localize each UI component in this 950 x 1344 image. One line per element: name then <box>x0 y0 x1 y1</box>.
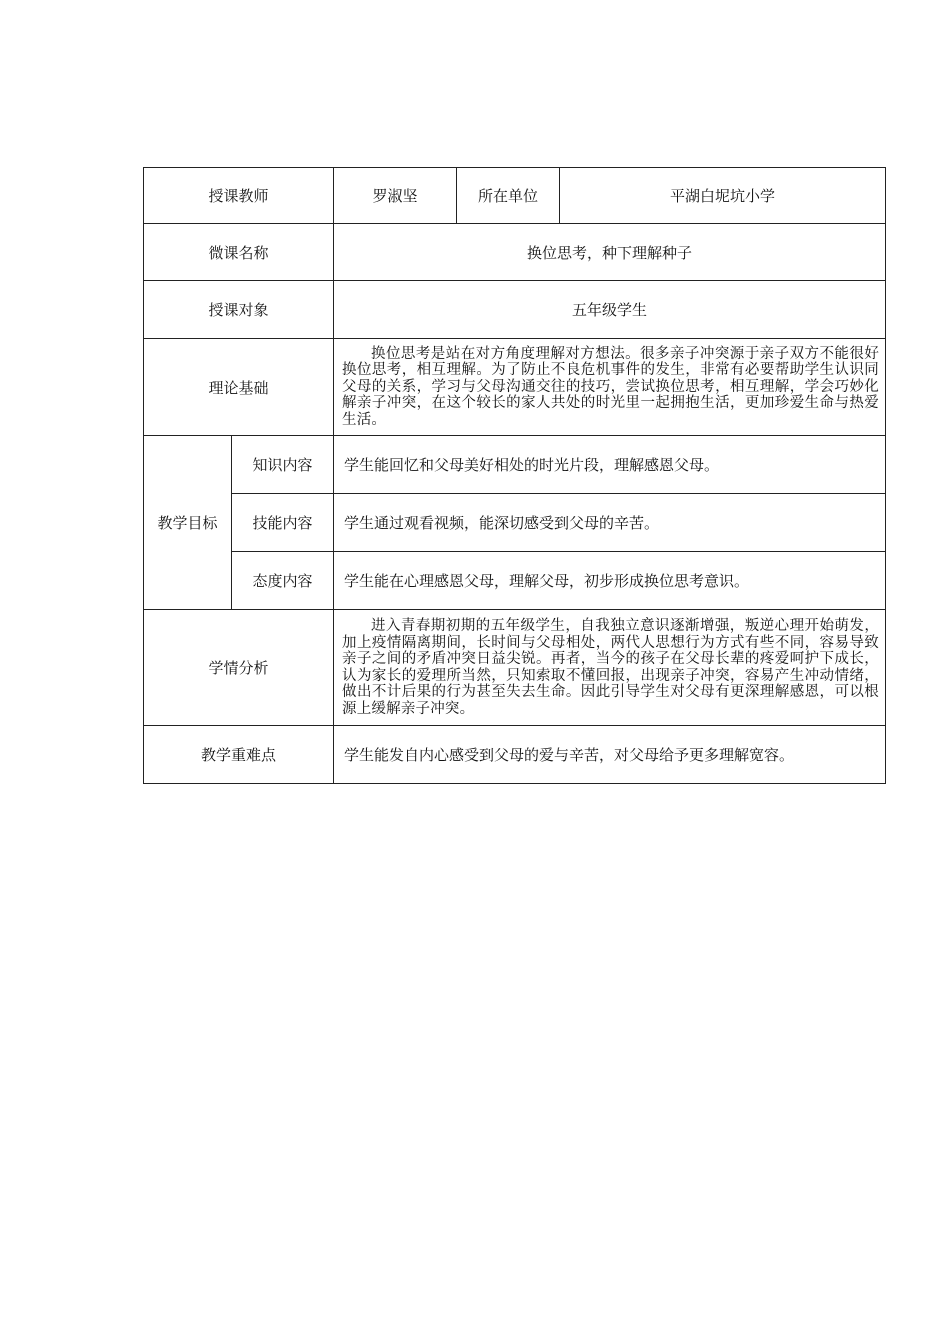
key-points-text: 学生能发自内心感受到父母的爱与辛苦，对父母给予更多理解宽容。 <box>334 726 886 784</box>
row-analysis <box>144 610 886 726</box>
attitude-label: 态度内容 <box>232 552 334 610</box>
skill-label: 技能内容 <box>232 494 334 552</box>
skill-text: 学生通过观看视频，能深切感受到父母的辛苦。 <box>334 494 886 552</box>
audience-label: 授课对象 <box>144 281 334 339</box>
row-key-points <box>144 726 886 784</box>
analysis-text: 进入青春期初期的五年级学生，自我独立意识逐渐增强，叛逆心理开始萌发，加上疫情隔离期间，长时间与父母相处，两代人思想行为方式有些不同，容易导致亲子之间的矛盾冲突日益尖锐。再者，当今的孩子在父母长辈的疼爱呵护下成长，认为家长的爱理所当然，只知索取不懂回报，出现亲子冲突，容易产生冲动情绪，做出不计后果的行为甚至失去生命。因此引导学生对父母有更深理解感恩，可以根源上缓解亲子冲突。 <box>334 610 886 726</box>
unit-name: 平湖白坭坑小学 <box>560 168 886 224</box>
theory-label: 理论基础 <box>144 339 334 436</box>
row-course <box>144 224 886 281</box>
teacher-label: 授课教师 <box>144 168 334 224</box>
row-goal-skill <box>144 494 886 552</box>
course-name: 换位思考，种下理解种子 <box>334 224 886 281</box>
goals-label: 教学目标 <box>144 436 232 610</box>
row-goal-attitude <box>144 552 886 610</box>
lesson-plan-table <box>143 167 886 784</box>
row-teacher <box>144 168 886 224</box>
knowledge-text: 学生能回忆和父母美好相处的时光片段，理解感恩父母。 <box>334 436 886 494</box>
knowledge-label: 知识内容 <box>232 436 334 494</box>
row-goal-knowledge <box>144 436 886 494</box>
unit-label: 所在单位 <box>457 168 560 224</box>
attitude-text: 学生能在心理感恩父母，理解父母，初步形成换位思考意识。 <box>334 552 886 610</box>
analysis-label: 学情分析 <box>144 610 334 726</box>
audience-value: 五年级学生 <box>334 281 886 339</box>
row-theory <box>144 339 886 436</box>
teacher-name: 罗淑坚 <box>334 168 457 224</box>
row-audience <box>144 281 886 339</box>
key-points-label: 教学重难点 <box>144 726 334 784</box>
theory-text: 换位思考是站在对方角度理解对方想法。很多亲子冲突源于亲子双方不能很好换位思考，相互理解。为了防止不良危机事件的发生，非常有必要帮助学生认识同父母的关系，学习与父母沟通交往的技巧，尝试换位思考，相互理解，学会巧妙化解亲子冲突，在这个较长的家人共处的时光里一起拥抱生活，更加珍爱生命与热爱生活。 <box>334 339 886 436</box>
course-label: 微课名称 <box>144 224 334 281</box>
